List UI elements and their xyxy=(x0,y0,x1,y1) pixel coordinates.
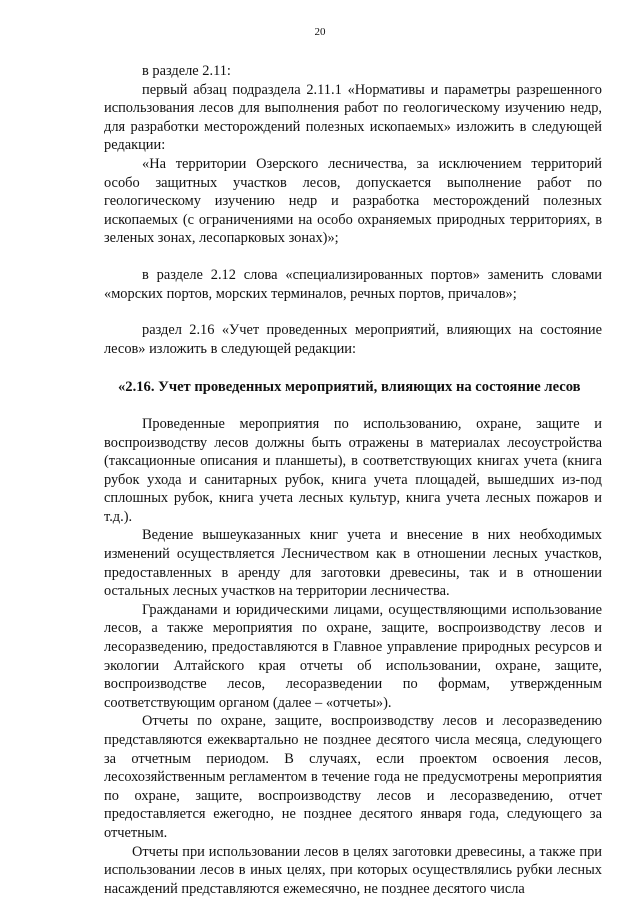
paragraph-subsection-2-11-1: первый абзац подраздела 2.11.1 «Нормативы и параметры разрешенного использования лесов для выполнения работ по геологическому изучению недр, для разработки месторождений полезных ископаемых» изложить в следующей редакции: xyxy=(104,81,602,154)
paragraph-accounting-books: Ведение вышеуказанных книг учета и внесение в них необходимых изменений осуществляется Лесничеством как в отношении лесных участков, предоставленных в аренду для заготовки древесины, так и в отношении остальных лесных участков на территории лесничества. xyxy=(104,527,602,600)
paragraph-reports-submission: Гражданами и юридическими лицами, осуществляющими использование лесов, а также мероприятия по охране, защите, воспроизводству лесов и лесоразведению, предоставляются в Главное управление природных ресурсов и экологии Алтайского края отчеты об использовании, охране, защите, воспроизводстве лесов, лесоразведении по формам, утвержденным соответствующим органом (далее – «отчеты»). xyxy=(104,601,602,711)
paragraph-section-2-12: в разделе 2.12 слова «специализированных портов» заменить словами «морских портов, морских терминалов, речных портов, причалов»; xyxy=(104,266,602,302)
paragraph-section-2-11: в разделе 2.11: xyxy=(142,63,231,79)
paragraph-section-2-16: раздел 2.16 «Учет проведенных мероприятий, влияющих на состояние лесов» изложить в следующей редакции: xyxy=(104,322,602,357)
paragraph-measures-recorded: Проведенные мероприятия по использованию, охране, защите и воспроизводству лесов должны быть отражены в материалах лесоустройства (таксационные описания и планшеты), в соответствующих книгах учета (книга рубок ухода и санитарных рубок, книга учета площадей, вышедших из-под сплошных рубок, книга учета лесных культур, книга учета лесных пожаров и т.д.). xyxy=(104,415,602,525)
paragraph-ozersky-forestry: «На территории Озерского лесничества, за исключением территорий особо защитных участков лесов, допускается выполнение работ по геологическому изучению недр и разработка месторождений полезных ископаемых (с ограничениями на особо охраняемых природных территориях, в зеленых зонах, лесопарковых зонах)»; xyxy=(104,155,602,247)
paragraph-monthly-reports: Отчеты при использовании лесов в целях заготовки древесины, а также при использовании лесов в иных целях, при которых осуществлялись рубки лесных насаждений представляются ежемесячно, не позднее десятого числа xyxy=(104,843,602,897)
document-body xyxy=(104,62,602,898)
paragraph-quarterly-reports: Отчеты по охране, защите, воспроизводству лесов и лесоразведению представляются ежеквартально не позднее десятого числа месяца, следующего за отчетным периодом. В случаях, если проектом освоения лесов, лесохозяйственным регламентом в течение года не предусмотрены мероприятия по охране, защите, воспроизводству лесов и лесоразведению, отчет предоставляется ежегодно, не позднее десятого января года, следующего за отчетным. xyxy=(104,713,602,841)
section-heading-2-16: «2.16. Учет проведенных мероприятий, влияющих на состояние лесов xyxy=(118,379,581,396)
page-number: 20 xyxy=(314,26,326,38)
